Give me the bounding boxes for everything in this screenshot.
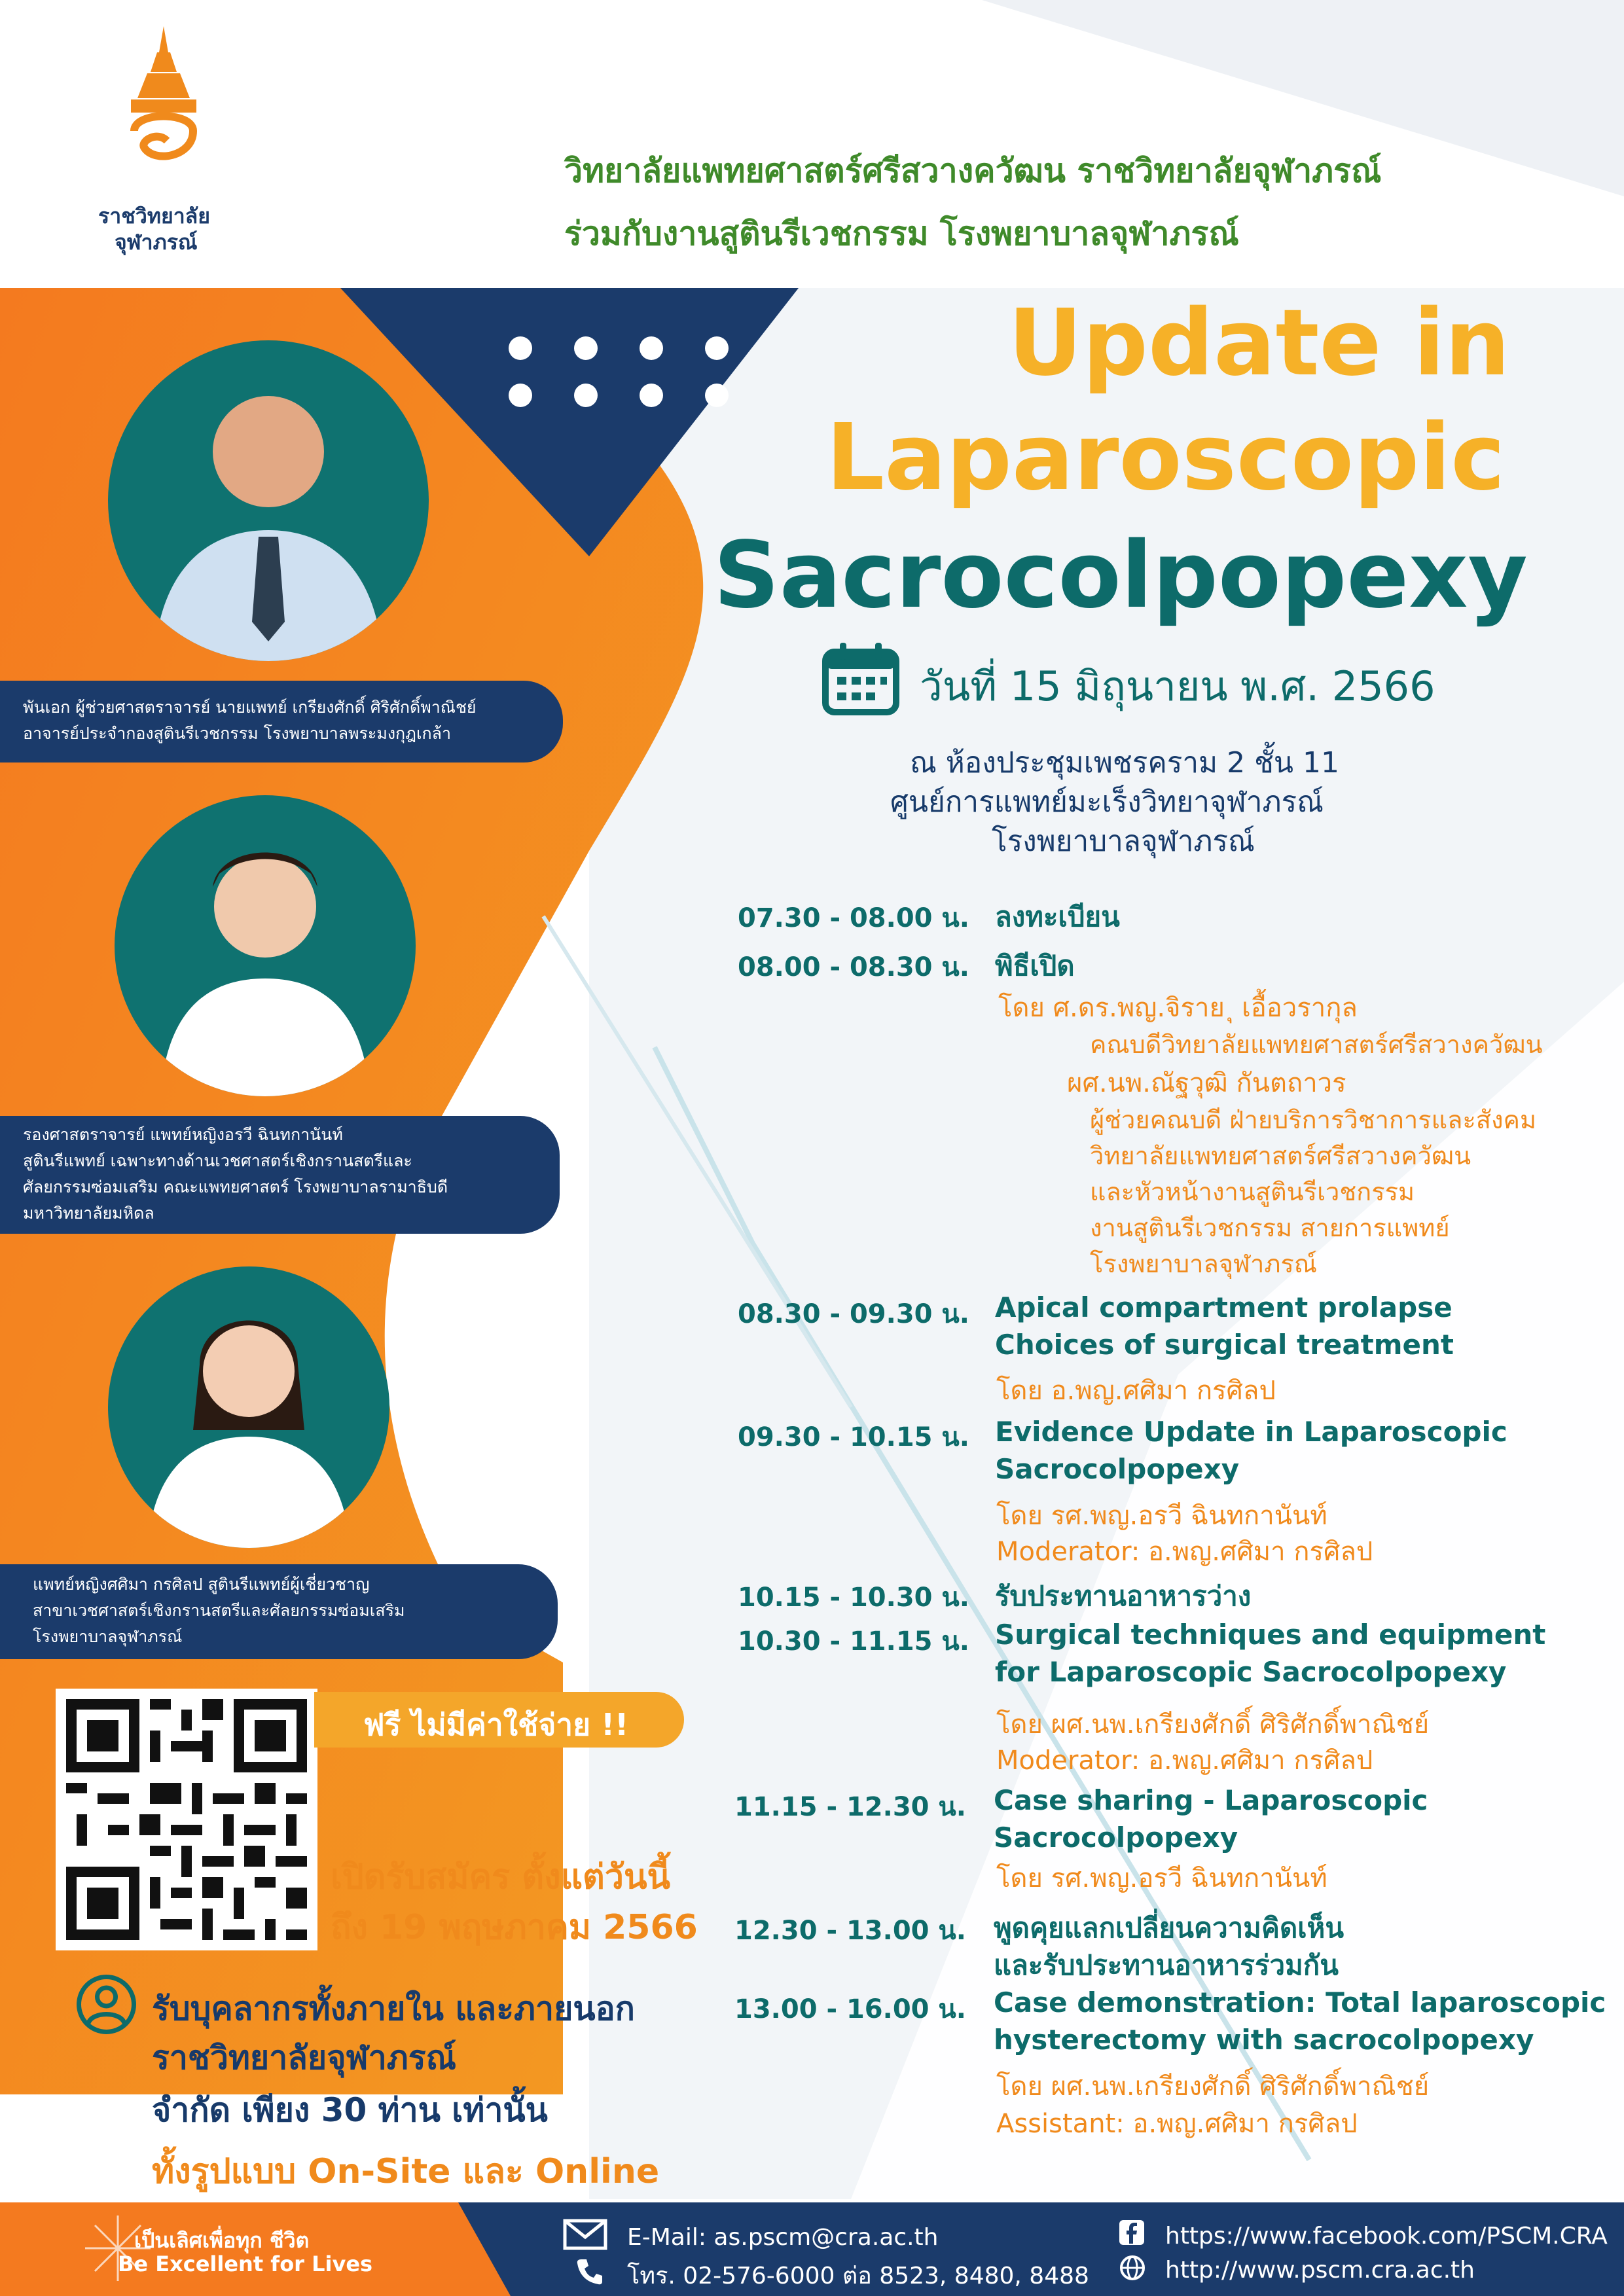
crown-logo-icon: [95, 26, 232, 183]
email-icon: [563, 2219, 607, 2250]
event-format: ทั้งรูปแบบ On-Site และ Online: [152, 2152, 660, 2191]
slot4-by: โดย รศ.พญ.อรวี ฉินทกานันท์: [996, 1501, 1327, 1531]
slot2-by2f: โรงพยาบาลจุฬาภรณ์: [1090, 1249, 1318, 1278]
slot2-by1b: คณบดีวิทยาลัยแพทยศาสตร์ศรีสวางควัฒน: [1090, 1030, 1543, 1059]
logo-line1: ราชวิทยาลัย: [98, 204, 211, 228]
speaker2-line3: ศัลยกรรมซ่อมเสริม คณะแพทยศาสตร์ โรงพยาบาลรามาธิบดี: [23, 1177, 448, 1196]
slot4-activity1: Evidence Update in Laparoscopic: [995, 1416, 1507, 1448]
slogan-english: Be Excellent for Lives: [118, 2251, 373, 2276]
audience-line1: รับบุคลากรทั้งภายใน และภายนอก: [152, 1990, 635, 2028]
audience-line2: ราชวิทยาลัยจุฬาภรณ์: [152, 2039, 456, 2077]
event-date: วันที่ 15 มิถุนายน พ.ศ. 2566: [920, 662, 1435, 710]
slot4-activity2: Sacrocolpopexy: [995, 1453, 1240, 1485]
slot5-activity: รับประทานอาหารว่าง: [995, 1580, 1252, 1612]
footer-website[interactable]: http://www.pscm.cra.ac.th: [1165, 2257, 1475, 2284]
speaker3-caption: [0, 1564, 558, 1659]
slot2-by1: โดย ศ.ดร.พญ.จิราย ุ เอื้อวรากุล: [998, 993, 1358, 1023]
slot3-activity1: Apical compartment prolapse: [995, 1291, 1453, 1323]
slot9-by: โดย ผศ.นพ.เกรียงศักดิ์ ศิริศักดิ์พาณิชย์: [996, 2072, 1430, 2102]
header-line2: ร่วมกับงานสูตินรีเวชกรรม โรงพยาบาลจุฬาภรณ์: [564, 215, 1239, 253]
slot3-activity2: Choices of surgical treatment: [995, 1329, 1454, 1361]
slot8-time: 12.30 - 13.00 น.: [734, 1916, 966, 1946]
slot2-by2e: งานสูตินรีเวชกรรม สายการแพทย์: [1090, 1213, 1450, 1242]
slot6-by: โดย ผศ.นพ.เกรียงศักดิ์ ศิริศักดิ์พาณิชย์: [996, 1710, 1430, 1740]
slot9-assistant: Assistant: อ.พญ.ศศิมา กรศิลป: [996, 2109, 1358, 2139]
person-icon: [108, 1266, 389, 1548]
title-line1: Update in: [1008, 290, 1510, 397]
slot6-time: 10.30 - 11.15 น.: [738, 1626, 969, 1657]
slot7-activity2: Sacrocolpopexy: [994, 1821, 1238, 1854]
slot6-moderator: Moderator: อ.พญ.ศศิมา กรศิลป: [996, 1746, 1373, 1776]
slot2-by2d: และหัวหน้างานสูตินรีเวชกรรม: [1090, 1177, 1415, 1206]
speaker2-caption: [0, 1116, 560, 1234]
slot8-activity2: และรับประทานอาหารร่วมกัน: [994, 1949, 1339, 1981]
footer-email[interactable]: E-Mail: as.pscm@cra.ac.th: [627, 2224, 939, 2251]
speaker2-photo: [115, 795, 416, 1096]
speaker1-line1: พันเอก ผู้ช่วยศาสตราจารย์ นายแพทย์ เกรียงศักดิ์ ศิริศักดิ์พาณิชย์: [23, 698, 477, 717]
slot5-time: 10.15 - 10.30 น.: [738, 1583, 969, 1613]
institution-logo: [95, 26, 232, 255]
slot1-time: 07.30 - 08.00 น.: [738, 903, 969, 933]
speaker1-caption: [0, 681, 563, 762]
slot6-activity2: for Laparoscopic Sacrocolpopexy: [995, 1656, 1507, 1688]
calendar-icon: [821, 641, 900, 717]
speaker2-line1: รองศาสตราจารย์ แพทย์หญิงอรวี ฉินทกานันท์: [23, 1125, 343, 1144]
registration-open-line2: ถึง 19 พฤษภาคม 2566: [331, 1908, 698, 1947]
speaker1-line2: อาจารย์ประจำกองสูตินรีเวชกรรม โรงพยาบาลพระมงกุฎเกล้า: [23, 724, 452, 743]
qr-code-icon: [56, 1689, 317, 1950]
title-line2: Laparoscopic: [826, 404, 1506, 511]
slot4-time: 09.30 - 10.15 น.: [738, 1422, 969, 1452]
slot2-by2c: วิทยาลัยแพทยศาสตร์ศรีสวางควัฒน: [1090, 1141, 1471, 1170]
speaker3-line2: สาขาเวชศาสตร์เชิงกรานสตรีและศัลยกรรมซ่อมเสริม: [33, 1601, 405, 1620]
venue-line3: โรงพยาบาลจุฬาภรณ์: [992, 825, 1255, 858]
audience-line3: จำกัด เพียง 30 ท่าน เท่านั้น: [152, 2091, 548, 2129]
logo-line2: จุฬาภรณ์: [115, 230, 198, 255]
slot9-activity1: Case demonstration: Total laparoscopic: [994, 1986, 1606, 2018]
registration-open-line1: เปิดรับสมัคร ตั้งแต่วันนี้: [331, 1857, 671, 1897]
slot8-activity1: พูดคุยแลกเปลี่ยนความคิดเห็น: [994, 1912, 1344, 1944]
slot7-by: โดย รศ.พญ.อรวี ฉินทกานันท์: [996, 1863, 1327, 1893]
speaker2-line2: สูตินรีแพทย์ เฉพาะทางด้านเวชศาสตร์เชิงกรานสตรีและ: [23, 1151, 412, 1170]
slot3-time: 08.30 - 09.30 น.: [738, 1299, 969, 1329]
slot9-time: 13.00 - 16.00 น.: [734, 1994, 966, 2024]
globe-icon: [1119, 2255, 1146, 2281]
footer-phone[interactable]: โทร. 02-576-6000 ต่อ 8523, 8480, 8488: [627, 2263, 1089, 2289]
person-icon: [108, 340, 429, 661]
free-badge: [314, 1692, 684, 1748]
slot6-activity1: Surgical techniques and equipment: [995, 1619, 1546, 1651]
slot3-by: โดย อ.พญ.ศศิมา กรศิลป: [996, 1376, 1276, 1406]
slot4-moderator: Moderator: อ.พญ.ศศิมา กรศิลป: [996, 1537, 1373, 1567]
footer-facebook[interactable]: https://www.facebook.com/PSCM.CRA: [1165, 2223, 1608, 2250]
speaker1-photo: [108, 340, 429, 661]
venue-line1: ณ ห้องประชุมเพชรคราม 2 ชั้น 11: [910, 746, 1339, 780]
slot7-activity1: Case sharing - Laparoscopic: [994, 1784, 1428, 1816]
slot2-activity: พิธีเปิด: [995, 950, 1075, 982]
speaker2-line4: มหาวิทยาลัยมหิดล: [23, 1204, 154, 1223]
slot9-activity2: hysterectomy with sacrocolpopexy: [994, 2024, 1534, 2056]
person-icon: [115, 795, 416, 1096]
registration-qr-code[interactable]: [56, 1689, 317, 1950]
phone-icon: [576, 2258, 604, 2286]
facebook-icon: [1119, 2220, 1144, 2245]
header-line1: วิทยาลัยแพทยศาสตร์ศรีสวางควัฒน ราชวิทยาลัยจุฬาภรณ์: [564, 152, 1382, 190]
venue-line2: ศูนย์การแพทย์มะเร็งวิทยาจุฬาภรณ์: [890, 785, 1324, 819]
slot2-time: 08.00 - 08.30 น.: [738, 952, 969, 982]
slot2-by2: ผศ.นพ.ณัฐวุฒิ กันตถาวร: [1067, 1068, 1346, 1098]
slot2-by2b: ผู้ช่วยคณบดี ฝ่ายบริการวิชาการและสังคม: [1090, 1105, 1536, 1134]
free-badge-text: ฟรี ไม่มีค่าใช้จ่าย !!: [363, 1707, 629, 1742]
speaker3-line1: แพทย์หญิงศศิมา กรศิลป สูตินรีแพทย์ผู้เชี่ยวชาญ: [33, 1575, 370, 1594]
slogan-thai: เป็นเลิศเพื่อทุก ชีวิต: [134, 2228, 310, 2253]
slot7-time: 11.15 - 12.30 น.: [734, 1792, 966, 1822]
speaker3-photo: [108, 1266, 389, 1548]
title-line3: Sacrocolpopexy: [713, 522, 1528, 629]
slot1-activity: ลงทะเบียน: [995, 901, 1120, 933]
speaker3-line3: โรงพยาบาลจุฬาภรณ์: [33, 1627, 183, 1646]
user-icon: [75, 1973, 137, 2036]
